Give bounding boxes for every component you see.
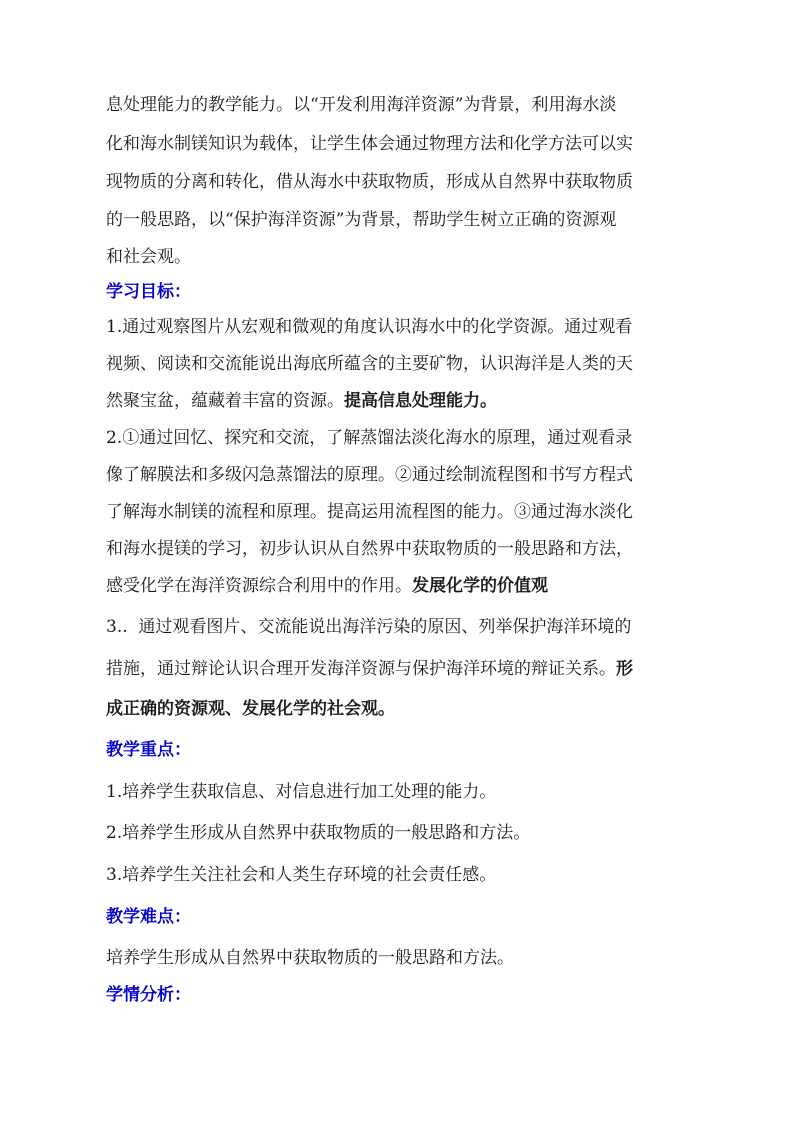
intro-line: 和社会观。 bbox=[106, 247, 191, 267]
goal-2-line: 和海水提镁的学习，初步认识从自然界中获取物质的一般思路和方法， bbox=[106, 539, 633, 559]
key-point-item: 3.培养学生关注社会和人类生存环境的社会责任感。 bbox=[106, 865, 497, 885]
intro-line: 化和海水制镁知识为载体，让学生体会通过物理方法和化学方法可以实 bbox=[106, 134, 633, 154]
goal-2-text: 感受化学在海洋资源综合利用中的作用。 bbox=[106, 576, 412, 596]
goal-1-line: 视频、阅读和交流能说出海底所蕴含的主要矿物，认识海洋是人类的天 bbox=[106, 354, 633, 374]
goal-1-text: 然聚宝盆，蕴藏着丰富的资源。 bbox=[106, 391, 344, 411]
difficulties-heading: 教学难点： bbox=[106, 907, 191, 927]
goal-2-line: 2.①通过回忆、探究和交流，了解蒸馏法淡化海水的原理，通过观看录 bbox=[106, 428, 633, 448]
goal-2-line: 像了解膜法和多级闪急蒸馏法的原理。②通过绘制流程图和书写方程式 bbox=[106, 465, 633, 485]
intro-line: 的一般思路，以“保护海洋资源”为背景，帮助学生树立正确的资源观 bbox=[106, 210, 617, 230]
goal-3-line bbox=[106, 697, 696, 721]
difficulties-text: 培养学生形成从自然界中获取物质的一般思路和方法。 bbox=[106, 948, 514, 968]
goal-2-line: 了解海水制镁的流程和原理。提高运用流程图的能力。③通过海水淡化 bbox=[106, 502, 633, 522]
key-point-item: 2.培养学生形成从自然界中获取物质的一般思路和方法。 bbox=[106, 823, 531, 843]
goal-1-line bbox=[106, 389, 696, 413]
goal-3-line bbox=[106, 657, 696, 681]
intro-line: 息处理能力的教学能力。以“开发利用海洋资源”为背景，利用海水淡 bbox=[106, 95, 617, 115]
goal-2-line bbox=[106, 574, 696, 598]
intro-line: 现物质的分离和转化，借从海水中获取物质，形成从自然界中获取物质 bbox=[106, 172, 633, 192]
goal-1-line: 1.通过观察图片从宏观和微观的角度认识海水中的化学资源。通过观看 bbox=[106, 317, 633, 337]
goal-3-text: 措施，通过辩论认识合理开发海洋资源与保护海洋环境的辩证关系。 bbox=[106, 659, 616, 679]
key-points-heading: 教学重点： bbox=[106, 740, 191, 760]
analysis-heading: 学情分析： bbox=[106, 985, 191, 1005]
key-point-item: 1.培养学生获取信息、对信息进行加工处理的能力。 bbox=[106, 782, 497, 802]
goal-3-emphasis: 成正确的资源观、发展化学的社会观。 bbox=[106, 699, 395, 719]
goal-3-line: 3.. 通过观看图片、交流能说出海洋污染的原因、列举保护海洋环境的 bbox=[106, 617, 632, 637]
goal-2-emphasis: 发展化学的价值观 bbox=[412, 576, 548, 596]
goals-heading: 学习目标： bbox=[106, 282, 191, 302]
goal-1-emphasis: 提高信息处理能力。 bbox=[344, 391, 497, 411]
document-page bbox=[106, 0, 696, 1123]
goal-3-emphasis: 形 bbox=[616, 659, 633, 679]
